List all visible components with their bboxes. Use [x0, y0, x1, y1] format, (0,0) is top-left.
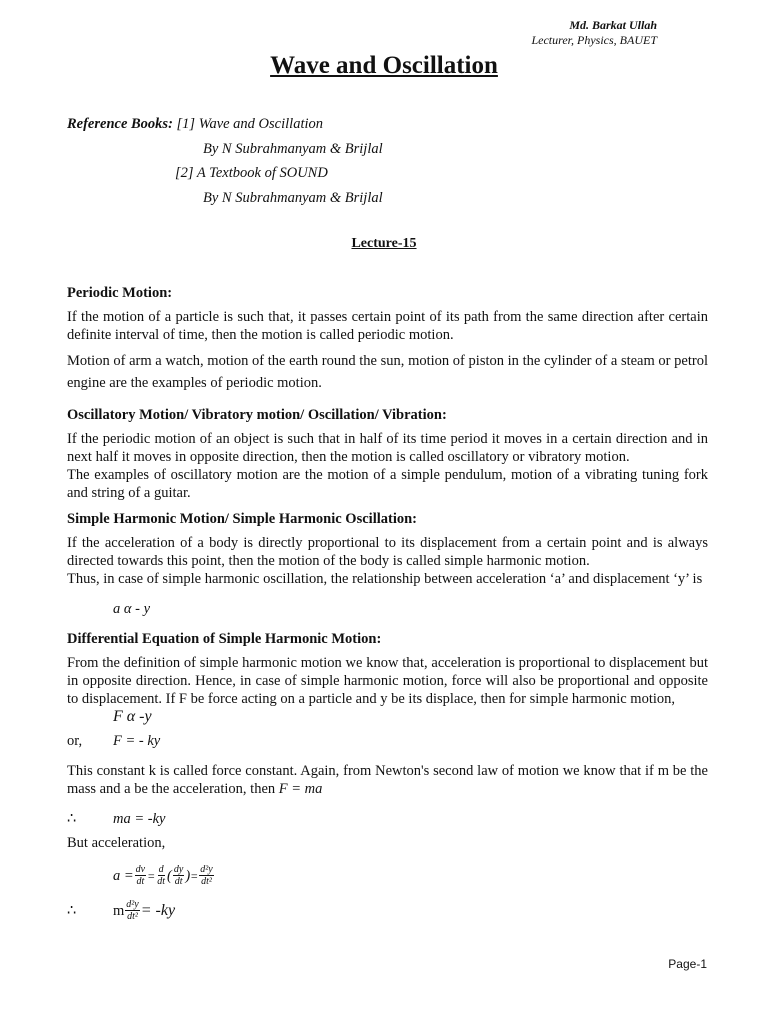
oscillatory-motion-heading: Oscillatory Motion/ Vibratory motion/ Oscillation/ Vibration: — [67, 407, 447, 423]
second-derivative-fraction: $\frac{\text{d²y}}{\text{dt²}}$ — [126, 899, 139, 922]
ma-equation: ma = -ky — [113, 811, 166, 827]
force-proportional-equation: F α -y — [113, 708, 152, 725]
newton-law-text: This constant k is called force constant. Again, from Newton's second law of motion we know that if m be the mass and a be the acceleration, then — [67, 763, 708, 797]
ma-equation-row — [67, 810, 708, 828]
reference-book-1-author: By N Subrahmanyam & Brijlal — [203, 140, 383, 157]
reference-book-1: [1] Wave and Oscillation — [176, 116, 324, 132]
reference-book-2-author: By N Subrahmanyam & Brijlal — [203, 189, 383, 206]
author-name: Md. Barkat Ullah — [569, 18, 657, 32]
acceleration-lhs: a = — [113, 867, 134, 884]
shm-differential-equation: ∴ m $\frac{\text{d²y}}{\text{dt²}}$ = -ky — [67, 899, 176, 922]
force-proportional-equation-row — [67, 708, 708, 726]
shm-paragraph-2: Thus, in case of simple harmonic oscillation, the relationship between acceleration ‘a’ and displacement ‘y’ is — [67, 571, 703, 587]
author-block — [531, 18, 657, 48]
shm-heading: Simple Harmonic Motion/ Simple Harmonic Oscillation: — [67, 511, 417, 527]
d2y-dt2-fraction: $\frac{\text{d²y}}{\text{dt²}}$ — [200, 864, 213, 887]
lecture-number: Lecture-15 — [351, 236, 417, 251]
differential-equation-heading: Differential Equation of Simple Harmonic Motion: — [67, 631, 382, 647]
therefore-symbol-2: ∴ — [67, 902, 77, 919]
author-title: Lecturer, Physics, BAUET — [531, 33, 657, 47]
differential-equation-paragraph-2 — [67, 762, 708, 798]
differential-equation-paragraph-1: From the definition of simple harmonic motion we know that, acceleration is proportional to displacement but in opposite direction. Hence, in case of simple harmonic motion, force will also be proportional and opposite to displacement. If F be force acting on a particle and y be its displace, then for simple harmonic motion, — [67, 655, 708, 707]
periodic-motion-paragraph-2: Motion of arm a watch, motion of the earth round the sun, motion of piston in the cylinder of a steam or petrol engine are the examples of periodic motion. — [67, 353, 708, 391]
acceleration-text: But acceleration, — [67, 835, 166, 851]
shm-differential-rhs: = -ky — [140, 901, 176, 919]
page-number: Page-1 — [668, 957, 707, 971]
lecture-content — [67, 284, 708, 922]
reference-books — [67, 112, 383, 210]
therefore-symbol: ∴ — [67, 811, 77, 827]
acceleration-derivative-equation: a = $\frac{dv}{dt}$ = $\frac{d}{dt}$ ( $\frac{dy}{dt}$ ) = $\frac{\text{d²y}}{\text{dt²}}$ — [113, 864, 213, 887]
periodic-motion-heading: Periodic Motion: — [67, 285, 173, 301]
dy-dt-fraction: $\frac{dy}{dt}$ — [173, 864, 184, 887]
shm-equation: a α - y — [113, 601, 151, 617]
reference-label: Reference Books: — [67, 116, 173, 132]
reference-book-2: [2] A Textbook of SOUND — [175, 165, 328, 181]
oscillatory-motion-paragraph-1: If the periodic motion of an object is such that in half of its time period it moves in a certain direction and in next half it moves in opposite direction, then the motion is called oscillatory or vibratory motion. — [67, 431, 708, 465]
newton-law-equation: F = ma — [278, 781, 323, 797]
force-constant-equation: F = - ky — [113, 733, 161, 749]
oscillatory-motion-paragraph-2: The examples of oscillatory motion are the motion of a simple pendulum, motion of a vibrating tuning fork and string of a guitar. — [67, 467, 708, 501]
document-title: Wave and Oscillation — [270, 52, 498, 79]
force-constant-equation-row — [67, 732, 708, 750]
dv-dt-fraction: $\frac{dv}{dt}$ — [135, 864, 146, 887]
or-label: or, — [67, 733, 83, 749]
periodic-motion-paragraph-1: If the motion of a particle is such that, it passes certain point of its path from the same direction after certain definite interval of time, then the motion is called periodic motion. — [67, 309, 708, 343]
d-dt-fraction: $\frac{d}{dt}$ — [157, 864, 166, 887]
shm-paragraph-1: If the acceleration of a body is directly proportional to its displacement from a certain point and is always directed towards this point, then the motion of the body is called simple harmonic motion. — [67, 535, 708, 569]
